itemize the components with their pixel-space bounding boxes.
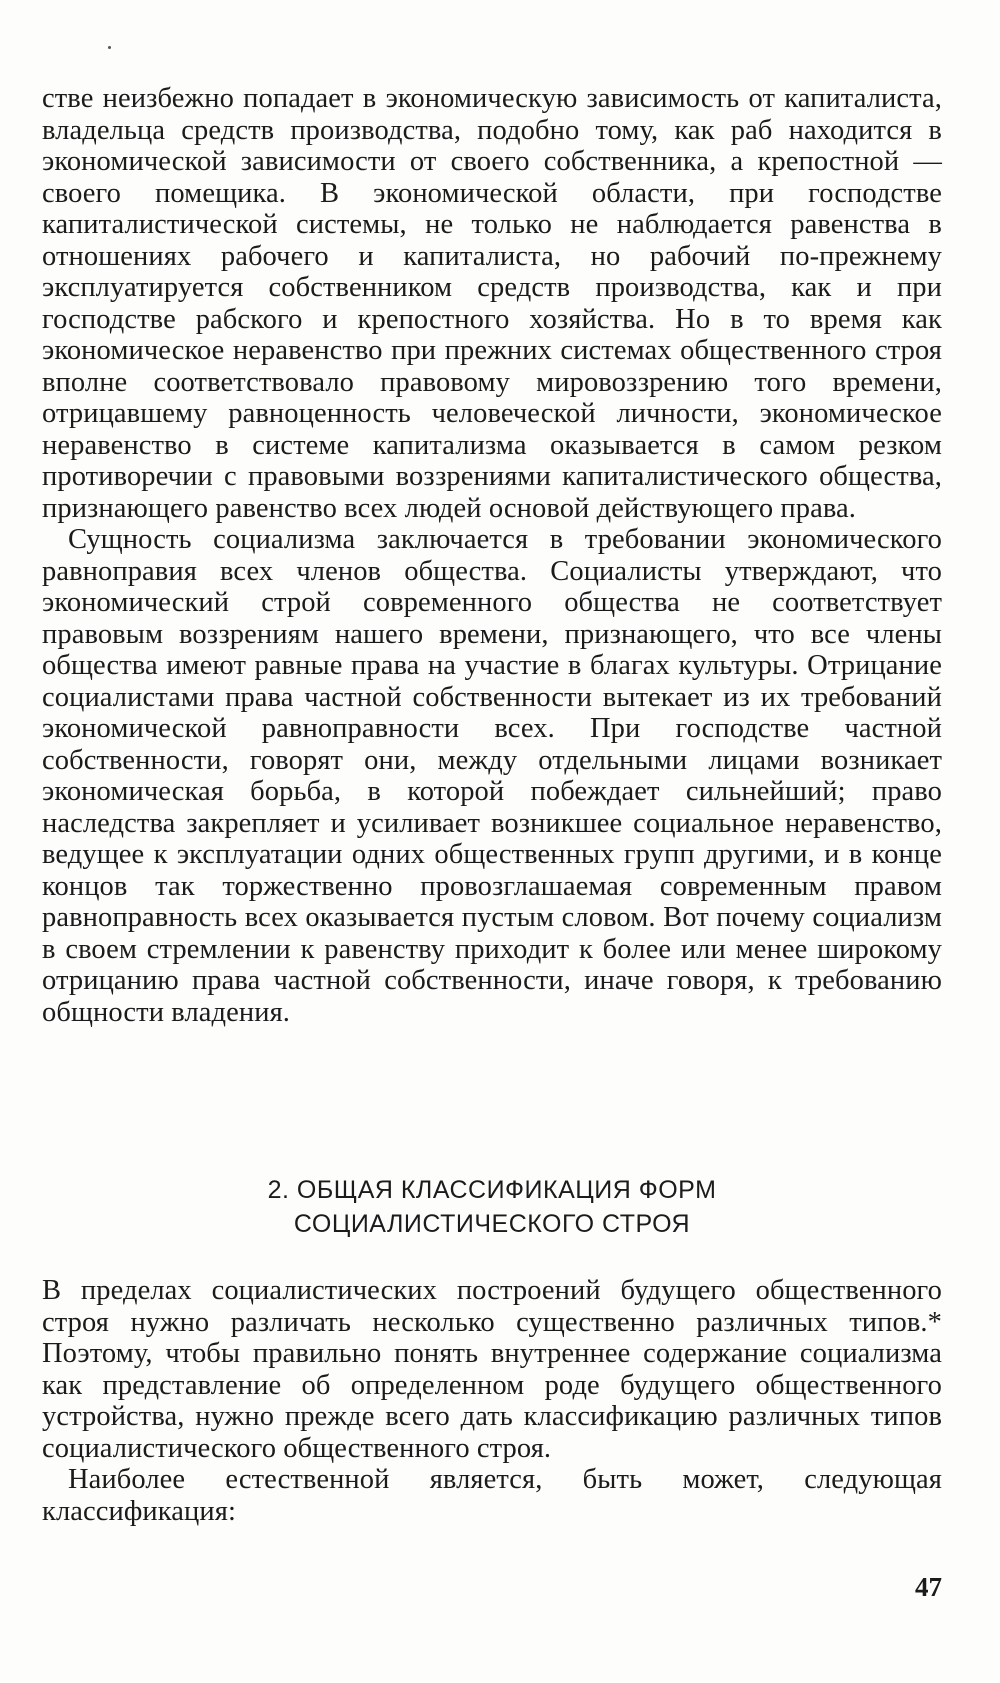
paragraph-continued: стве неизбежно попадает в экономическую зависимость от капиталиста, владельца средств производства, подобно тому, как раб находится в экономической зависимости от своего собственника, а крепостной — своего помещика. В экономической области, при господстве капиталистической системы, не только не наблюдается равенства в отношениях рабочего и капиталиста, но рабочий по-прежнему эксплуатируется собственником средств производства, как и при господстве рабского и крепостного хозяйства. Но в то время как экономическое неравенство при прежних системах общественного строя вполне соответствовало правовому мировоззрению того времени, отрицавшему равноценность человеческой личности, экономическое неравенство в системе капитализма оказывается в самом резком противоречии с правовыми воззрениями капиталистического общества, признающего равенство всех людей основой действующего права. (42, 83, 942, 524)
paragraph-types: В пределах социалистических построений будущего общественного строя нужно различать несколько существенно различных типов.* Поэтому, чтобы правильно понять внутреннее содержание социализма как представление об определенном роде будущего общественного устройства, нужно прежде всего дать классификацию различных типов социалистического общественного строя. (42, 1275, 942, 1464)
body-text-bottom (42, 1275, 942, 1527)
section-heading-line-1: 2. ОБЩАЯ КЛАССИФИКАЦИЯ ФОРМ (267, 1176, 717, 1204)
body-text-top (42, 83, 942, 1028)
scan-speck (108, 46, 111, 49)
paragraph-classification: Наиболее естественной является, быть может, следующая классификация: (42, 1464, 942, 1527)
section-heading (42, 1173, 942, 1241)
paragraph-socialism-essence: Сущность социализма заключается в требовании экономического равноправия всех членов общества. Социалисты утверждают, что экономический строй современного общества не соответствует правовым воззрениям нашего времени, признающего, что все члены общества имеют равные права на участие в благах культуры. Отрицание социалистами права частной собственности вытекает из их требований экономической равноправности всех. При господстве частной собственности, говорят они, между отдельными лицами возникает экономическая борьба, в которой побеждает сильнейший; право наследства закрепляет и усиливает возникшее социальное неравенство, ведущее к эксплуатации одних общественных групп другими, и в конце концов так торжественно провозглашаемая современным правом равноправность всех оказывается пустым словом. Вот почему социализм в своем стремлении к равенству приходит к более или менее широкому отрицанию права частной собственности, иначе говоря, к требованию общности владения. (42, 524, 942, 1028)
page-number: 47 (915, 1572, 942, 1602)
section-heading-line-2: СОЦИАЛИСТИЧЕСКОГО СТРОЯ (293, 1210, 691, 1238)
